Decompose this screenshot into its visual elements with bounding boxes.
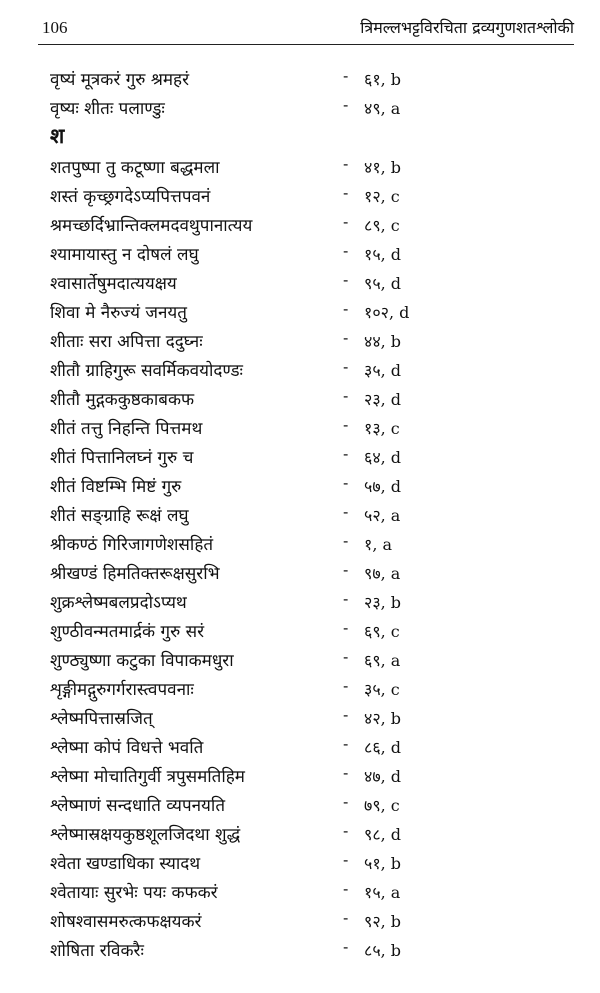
verse-reference: ४१, b <box>364 158 402 177</box>
verse-reference: ५१, b <box>364 854 402 873</box>
verse-text: श्रमच्छर्दिभ्रान्तिक्लमदवथुपानात्यय <box>50 216 253 236</box>
verse-reference: ९७, a <box>364 564 401 583</box>
separator-dash: - <box>343 97 349 114</box>
verse-text: वृष्यः शीतः पलाण्डुः <box>50 99 165 119</box>
index-entry <box>0 474 600 503</box>
verse-reference: १२, c <box>364 187 400 206</box>
verse-text: शुक्रश्लेष्मबलप्रदोऽप्यथ <box>50 593 187 613</box>
verse-text: श्लेष्मा कोपं विधत्ते भवति <box>50 738 204 758</box>
running-title: त्रिमल्लभट्टविरचिता द्रव्यगुणशतश्लोकी <box>360 18 574 37</box>
separator-dash: - <box>343 881 349 898</box>
verse-text: शीतं पित्तानिलघ्नं गुरु च <box>50 448 194 468</box>
separator-dash: - <box>343 272 349 289</box>
verse-text: शीतं तत्तु निहन्ति पित्तमथ <box>50 419 203 439</box>
index-entry <box>0 67 600 96</box>
index-entry <box>0 329 600 358</box>
index-entry <box>0 242 600 271</box>
separator-dash: - <box>343 68 349 85</box>
verse-reference: १३, c <box>364 419 400 438</box>
verse-text: शीतौ मुद्गककुष्ठकाबकफ <box>50 390 195 410</box>
separator-dash: - <box>343 591 349 608</box>
verse-text: शुण्ठीवन्मतमार्द्रकं गुरु सरं <box>50 622 205 642</box>
separator-dash: - <box>343 823 349 840</box>
separator-dash: - <box>343 359 349 376</box>
index-entry <box>0 938 600 967</box>
verse-reference: ४७, d <box>364 767 402 786</box>
verse-reference: २३, d <box>364 390 402 409</box>
verse-text: श्लेष्मास्रक्षयकुष्ठशूलजिदथा शुद्धं <box>50 825 241 845</box>
index-entry <box>0 677 600 706</box>
separator-dash: - <box>343 185 349 202</box>
index-entry <box>0 793 600 822</box>
verse-text: शीतं विष्टम्भि मिष्टं गुरु <box>50 477 182 497</box>
separator-dash: - <box>343 446 349 463</box>
index-entry <box>0 96 600 125</box>
index-entry <box>0 416 600 445</box>
index-entry <box>0 358 600 387</box>
verse-text: श्रीकण्ठं गिरिजागणेशसहितं <box>50 535 214 555</box>
index-entry <box>0 764 600 793</box>
index-entry <box>0 735 600 764</box>
verse-text: श्यामायास्तु न दोषलं लघु <box>50 245 199 265</box>
verse-text: शस्तं कृच्छ्रगदेऽप्यपित्तपवनं <box>50 187 211 207</box>
separator-dash: - <box>343 794 349 811</box>
verse-reference: ४२, b <box>364 709 402 728</box>
verse-reference: ९८, d <box>364 825 402 844</box>
separator-dash: - <box>343 330 349 347</box>
verse-reference: १, a <box>364 535 393 554</box>
verse-text: श्लेष्मपित्तास्रजित् <box>50 709 153 729</box>
verse-reference: ५७, d <box>364 477 402 496</box>
verse-text: शीतं सङ्ग्राहि रूक्षं लघु <box>50 506 189 526</box>
verse-text: शतपुष्पा तु कटूष्णा बद्धमला <box>50 158 220 178</box>
verse-text: श्वेतायाः सुरभेः पयः कफकरं <box>50 883 218 903</box>
index-entry <box>0 300 600 329</box>
index-entry <box>0 155 600 184</box>
verse-reference: १५, d <box>364 245 402 264</box>
verse-reference: ७९, c <box>364 796 400 815</box>
verse-reference: ३५, d <box>364 361 402 380</box>
page-number: 106 <box>42 18 68 37</box>
verse-reference: १०२, d <box>364 303 410 322</box>
index-entry <box>0 619 600 648</box>
separator-dash: - <box>343 562 349 579</box>
index-entry <box>0 184 600 213</box>
verse-text: शोषश्वासमरुत्कफक्षयकरं <box>50 912 202 932</box>
verse-reference: ९२, b <box>364 912 402 931</box>
separator-dash: - <box>343 707 349 724</box>
verse-reference: ६९, a <box>364 651 401 670</box>
separator-dash: - <box>343 939 349 956</box>
verse-text: वृष्यं मूत्रकरं गुरु श्रमहरं <box>50 70 190 90</box>
verse-text: शीताः सरा अपित्ता ददुघ्नः <box>50 332 203 352</box>
index-entry <box>0 851 600 880</box>
verse-text: श्लेष्मा मोचातिगुर्वी त्रपुसमतिहिम <box>50 767 245 787</box>
verse-reference: ८६, d <box>364 738 402 757</box>
separator-dash: - <box>343 156 349 173</box>
separator-dash: - <box>343 504 349 521</box>
separator-dash: - <box>343 736 349 753</box>
verse-reference: २३, b <box>364 593 402 612</box>
separator-dash: - <box>343 678 349 695</box>
verse-reference: ८९, c <box>364 216 400 235</box>
index-entry <box>0 271 600 300</box>
section-letter: श <box>50 123 65 148</box>
verse-text: श्लेष्माणं सन्दधाति व्यपनयति <box>50 796 226 816</box>
index-entry <box>0 561 600 590</box>
separator-dash: - <box>343 852 349 869</box>
separator-dash: - <box>343 417 349 434</box>
separator-dash: - <box>343 910 349 927</box>
verse-text: शुण्ठ्युष्णा कटुका विपाकमधुरा <box>50 651 234 671</box>
verse-reference: ४४, b <box>364 332 402 351</box>
separator-dash: - <box>343 388 349 405</box>
separator-dash: - <box>343 620 349 637</box>
verse-reference: ६४, d <box>364 448 402 467</box>
verse-text: श्वेता खण्डाधिका स्यादथ <box>50 854 201 874</box>
index-entry <box>0 387 600 416</box>
verse-text: शृङ्गीमद्गुरुगर्गरास्त्वपवनाः <box>50 680 194 700</box>
page-header <box>0 0 600 40</box>
separator-dash: - <box>343 533 349 550</box>
index-entry <box>0 445 600 474</box>
index-entry <box>0 909 600 938</box>
index-entry <box>0 590 600 619</box>
index-entry <box>0 880 600 909</box>
verse-reference: ३५, c <box>364 680 400 699</box>
separator-dash: - <box>343 214 349 231</box>
verse-text: शिवा मे नैरुज्यं जनयतु <box>50 303 187 323</box>
verse-text: श्वासार्तेषुमदात्ययक्षय <box>50 274 177 294</box>
index-entry <box>0 503 600 532</box>
verse-reference: ६९, c <box>364 622 400 641</box>
separator-dash: - <box>343 243 349 260</box>
separator-dash: - <box>343 649 349 666</box>
separator-dash: - <box>343 765 349 782</box>
index-entry <box>0 822 600 851</box>
verse-reference: ४९, a <box>364 99 401 118</box>
index-entry <box>0 213 600 242</box>
verse-text: शोषिता रविकरैः <box>50 941 144 961</box>
separator-dash: - <box>343 301 349 318</box>
verse-text: श्रीखण्डं हिमतिक्तरूक्षसुरभि <box>50 564 220 584</box>
verse-reference: ६१, b <box>364 70 402 89</box>
verse-text: शीतौ ग्राहिगुरू सवर्मिकवयोदण्डः <box>50 361 243 381</box>
verse-reference: ५२, a <box>364 506 401 525</box>
verse-reference: १५, a <box>364 883 401 902</box>
separator-dash: - <box>343 475 349 492</box>
index-entry <box>0 532 600 561</box>
index-entry <box>0 648 600 677</box>
verse-reference: ९५, d <box>364 274 402 293</box>
verse-reference: ८५, b <box>364 941 402 960</box>
header-rule <box>38 44 574 45</box>
index-entry <box>0 706 600 735</box>
